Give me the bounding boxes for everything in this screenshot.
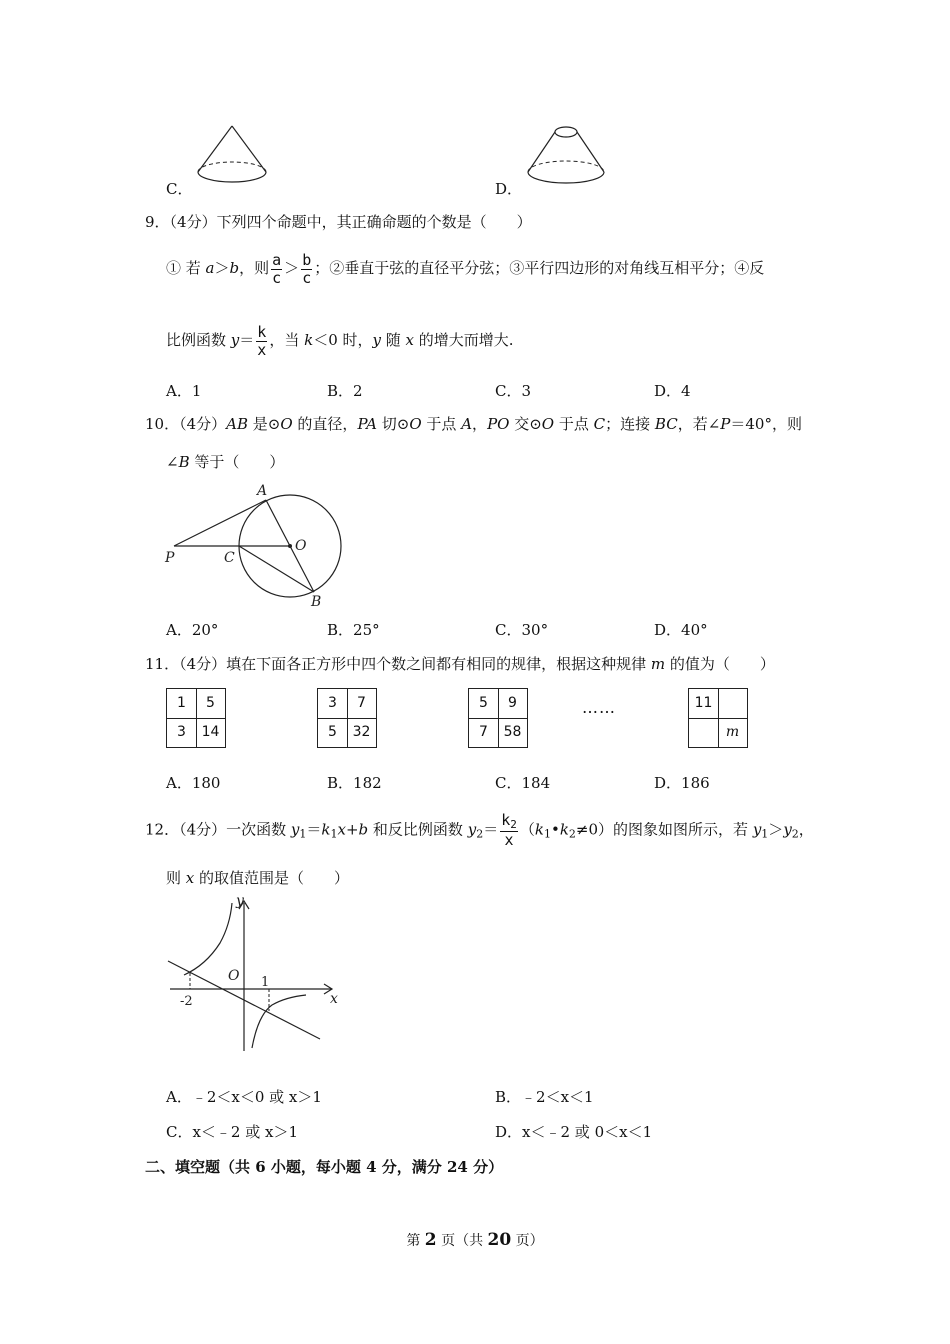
label-a: A <box>257 483 268 499</box>
q11-stem: 11．（4分）填在下面各正方形中四个数之间都有相同的规律，根据这种规律 m 的值为（ ） <box>145 655 775 673</box>
square-cell: 5 <box>196 689 225 719</box>
cone-base-front <box>198 172 266 182</box>
total-page-count: 20 <box>487 1230 512 1250</box>
q10-circle-tangent-figure <box>160 478 350 613</box>
cone-left-edge <box>198 126 232 172</box>
hyperbola-branch-left <box>184 903 232 975</box>
q10-option-b[interactable]: B．25° <box>327 621 380 639</box>
q12-option-a[interactable]: A．﹣2＜x＜0 或 x＞1 <box>166 1088 322 1106</box>
q12-option-b[interactable]: B．﹣2＜x＜1 <box>495 1088 594 1106</box>
q9-statement-2: 比例函数 y＝ $\frac{k}{x}$ ，当 k＜0 时，y 随 x 的增大而增大. <box>166 323 514 359</box>
q11-option-a[interactable]: A．180 <box>166 774 221 792</box>
label-b: B <box>311 594 322 610</box>
frustum-base-back <box>528 161 604 172</box>
label-p: P <box>165 550 175 566</box>
frustum-top <box>555 127 577 137</box>
fraction-b-over-c: $\frac{b}{c}$ <box>302 251 312 287</box>
square-cell: 3 <box>167 718 197 747</box>
section-heading-fill-in: 二、填空题（共 6 小题，每小题 4 分，满分 24 分） <box>145 1158 504 1176</box>
ellipsis-dots: …… <box>582 698 616 717</box>
frustum-figure <box>520 120 612 192</box>
q8-option-c-label: C． <box>166 180 193 198</box>
label-c: C <box>224 550 235 566</box>
q12-stem: 12．（4分）一次函数 $y_1=k_1x+b$ 和反比例函数 $y_2=$ $\frac{k_2}{x}$ $(k_1•k_2\ne 0)$的图象如图所示，若 $y_1>y_2$， <box>145 811 814 850</box>
cone-right-edge <box>232 126 266 172</box>
square-cell-m: m <box>725 724 740 740</box>
q10-option-c[interactable]: C．30° <box>495 621 549 639</box>
fraction-a-over-c: $\frac{a}{c}$ <box>272 251 282 287</box>
q10-option-d[interactable]: D．40° <box>654 621 708 639</box>
number-square-3 <box>468 688 528 748</box>
square-cell: 32 <box>352 724 371 740</box>
square-cell: 5 <box>469 689 499 719</box>
q9-option-b[interactable]: B．2 <box>327 382 363 400</box>
label-x: x <box>330 991 338 1007</box>
number-square-2 <box>317 688 377 748</box>
fraction-k-over-x: $\frac{k}{x}$ <box>257 323 267 359</box>
number-square-4 <box>688 688 748 748</box>
square-cell: 14 <box>201 724 220 740</box>
frustum-base-front <box>528 172 604 183</box>
label-origin: O <box>228 968 240 984</box>
q9-option-d[interactable]: D．4 <box>654 382 691 400</box>
square-cell <box>718 689 747 719</box>
q11-option-d[interactable]: D．186 <box>654 774 710 792</box>
square-cell: 1 <box>167 689 197 719</box>
square-cell: 3 <box>318 689 348 719</box>
number-square-1 <box>166 688 226 748</box>
fraction-k2-over-x: $\frac{k_2}{x}$ <box>501 811 517 850</box>
q9-stem: 9．（4分）下列四个命题中，其正确命题的个数是（ ） <box>145 213 532 231</box>
frustum-right-edge <box>577 132 604 172</box>
q12-stem-line2: 则 x 的取值范围是（ ） <box>166 869 350 887</box>
current-page-number: 2 <box>424 1230 437 1250</box>
q9-option-a[interactable]: A．1 <box>166 382 202 400</box>
tangent-pa <box>174 500 266 546</box>
square-cell: 7 <box>469 718 499 747</box>
label-1: 1 <box>261 975 270 990</box>
square-cell: 11 <box>689 689 719 719</box>
square-cell: 58 <box>503 724 522 740</box>
cone-figure <box>190 120 280 192</box>
square-cell: 9 <box>498 689 527 719</box>
q11-option-c[interactable]: C．184 <box>495 774 551 792</box>
cone-base-back <box>198 162 266 172</box>
center-point <box>288 544 292 548</box>
q9-option-c[interactable]: C．3 <box>495 382 532 400</box>
page-footer: 第 2 页（共 20 页） <box>406 1230 544 1250</box>
q10-stem: 10．（4分）AB 是⊙O 的直径，PA 切⊙O 于点 A，PO 交⊙O 于点 C；连接 BC，若∠P＝40°，则 <box>145 415 802 433</box>
label-o: O <box>295 538 307 554</box>
q10-stem-line2: ∠B 等于（ ） <box>166 453 285 471</box>
q8-option-d-label: D． <box>495 180 523 198</box>
q10-option-a[interactable]: A．20° <box>166 621 219 639</box>
square-cell <box>689 718 719 747</box>
q12-function-graph <box>160 893 350 1055</box>
q11-option-b[interactable]: B．182 <box>327 774 382 792</box>
q9-statement-1: ① 若 a＞b，则 $\frac{a}{c}$ ＞ $\frac{b}{c}$ ；②垂直于弦的直径平分弦；③平行四边形的对角线互相平分；④反 <box>166 251 765 287</box>
square-cell: 7 <box>347 689 376 719</box>
frustum-left-edge <box>528 132 555 172</box>
q12-option-c[interactable]: C．x＜﹣2 或 x＞1 <box>166 1123 299 1141</box>
square-cell: 5 <box>318 718 348 747</box>
hyperbola-branch-right <box>252 995 306 1048</box>
label-y: y <box>236 893 244 909</box>
label-neg2: -2 <box>180 994 193 1009</box>
q12-option-d[interactable]: D．x＜﹣2 或 0＜x＜1 <box>495 1123 653 1141</box>
